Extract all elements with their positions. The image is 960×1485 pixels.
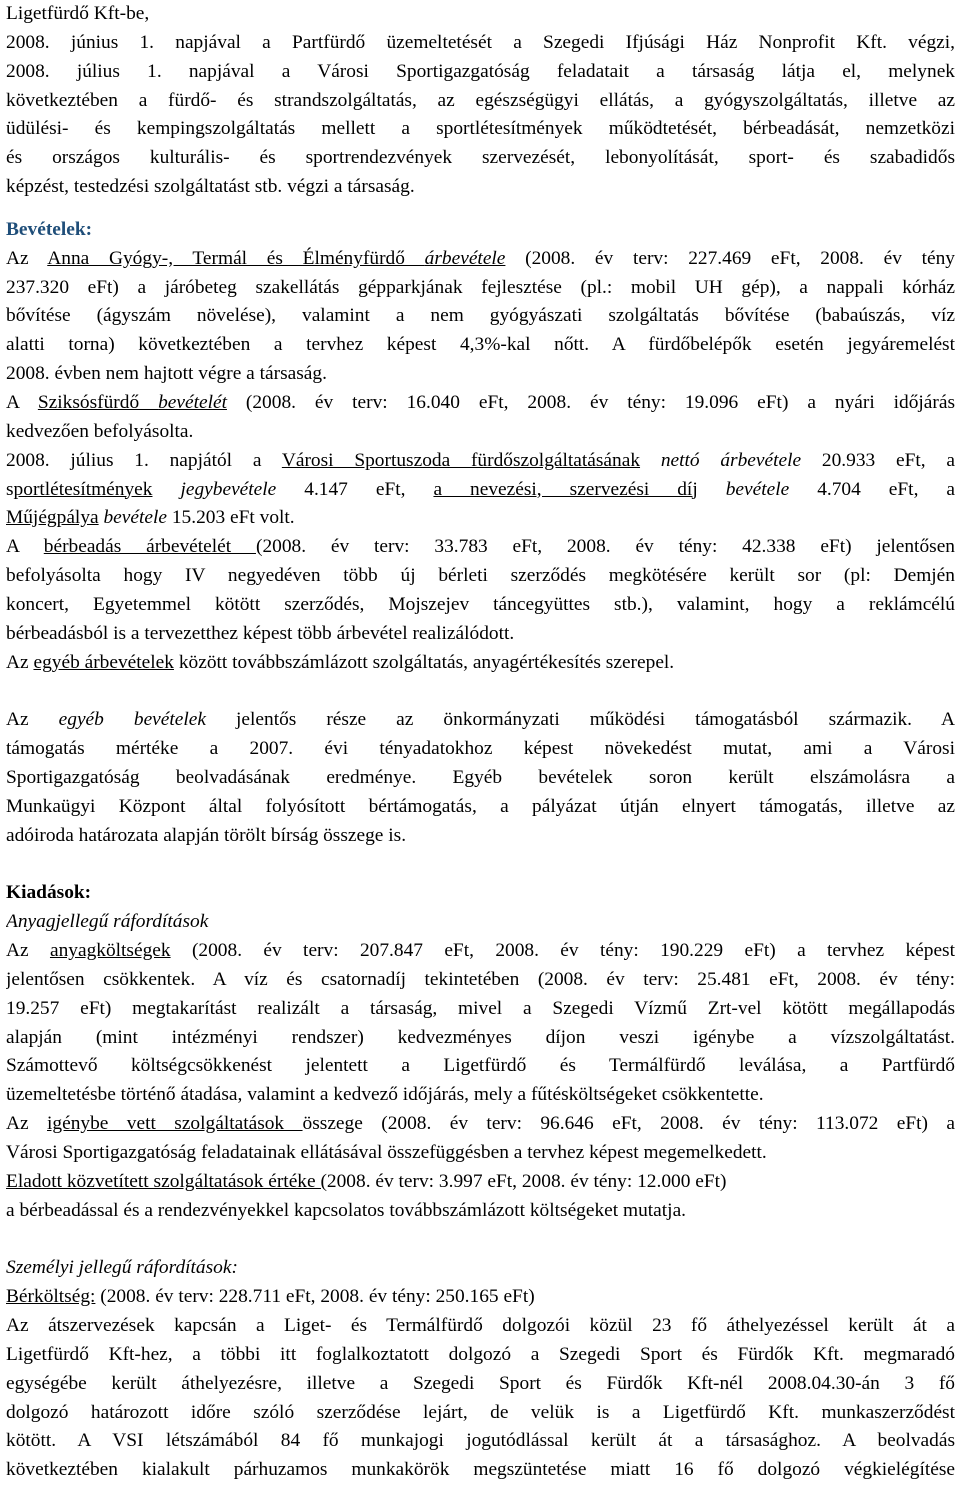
spacer	[6, 677, 955, 706]
section-heading-bevetelek: Bevételek:	[6, 218, 93, 240]
text-line: alatti torna) következtében a tervhez képest 4,3%-kal nőtt. A fürdőbelépők esetén jegyáremelést	[6, 334, 955, 356]
text-line: képzést, testedzési szolgáltatást stb. végzi a társaság.	[6, 176, 415, 198]
text-line: Az egyéb bevételek jelentős része az önkormányzati működési támogatásból származik. A	[6, 709, 955, 731]
text-line: és országos kulturális- és sportrendezvények szervezését, lebonyolítását, sport- és szabadidős	[6, 147, 955, 169]
text-line: támogatás mértéke a 2007. évi tényadatokhoz képest növekedést mutat, ami a Városi	[6, 738, 955, 760]
text-line: Az igénybe vett szolgáltatások összege (2008. év terv: 96.646 eFt, 2008. év tény: 113.072 eFt) a	[6, 1113, 955, 1135]
text-line: 2008. július 1. napjától a Városi Sportuszoda fürdőszolgáltatásának nettó árbevétele 20.933 eFt, a	[6, 449, 955, 471]
text-line: Ligetfürdő Kft-be,	[6, 3, 150, 24]
spacer	[6, 850, 955, 879]
text-line: kedvezően befolyásolta.	[6, 420, 194, 442]
text-line: Munkaügyi Központ által folyósított bértámogatás, a pályázat útján elnyert támogatás, illetve az	[6, 795, 955, 817]
text-line: Eladott közvetített szolgáltatások értéke (2008. év terv: 3.997 eFt, 2008. év tény: 12.000 eFt)	[6, 1170, 727, 1192]
text-line: Az anyagköltségek (2008. év terv: 207.847 eFt, 2008. év tény: 190.229 eFt) a tervhez képest	[6, 940, 955, 961]
text-line: egységébe került áthelyezésre, illetve a Szegedi Sport és Fürdők Kft-nél 2008.04.30-án 3 fő	[6, 1372, 955, 1394]
text-line: 19.257 eFt) megtakarítást realizált a társaság, mivel a Szegedi Vízmű Zrt-vel kötött megállapodás	[6, 997, 955, 1019]
section-heading-kiadasok: Kiadások:	[6, 882, 92, 904]
text-line: adóiroda határozata alapján törölt bírság összege is.	[6, 824, 407, 846]
text-line: Bérköltség: (2008. év terv: 228.711 eFt, 2008. év tény: 250.165 eFt)	[6, 1286, 535, 1308]
text-line: bérbeadásból is a tervezetthez képest több árbevétel realizálódott.	[6, 622, 515, 644]
text-line: 237.320 eFt) a járóbeteg szakellátás gépparkjának fejlesztése (pl.: mobil UH gép), a nappali kórház	[6, 276, 955, 298]
text-line: Az Anna Gyógy-, Termál és Élményfürdő árbevétele (2008. év terv: 227.469 eFt, 2008. év tény	[6, 247, 955, 269]
text-line: A bérbeadás árbevételét (2008. év terv: 33.783 eFt, 2008. év tény: 42.338 eFt) jelentősen	[6, 536, 955, 558]
text-line: sportlétesítmények jegybevétele 4.147 eFt, a nevezési, szervezési díj bevétele 4.704 eFt, a	[6, 478, 955, 500]
text-line: Az egyéb árbevételek között továbbszámlázott szolgáltatás, anyagértékesítés szerepel.	[6, 651, 675, 673]
text-line: jelentősen csökkentek. A víz és csatornadíj tekintetében (2008. év terv: 25.481 eFt, 2008. év tény:	[6, 968, 955, 990]
text-line: üzemeltetésbe történő átadása, valamint a kedvező időjárás, mely a fűtésköltségeket csökkentette.	[6, 1084, 764, 1106]
text-line: A Sziksósfürdő bevételét (2008. év terv: 16.040 eFt, 2008. év tény: 19.096 eFt) a nyári időjárás	[6, 391, 955, 413]
text-line: üdülési- és kempingszolgáltatás mellett a sportlétesítmények működtetését, bérbeadását, nemzetközi	[6, 118, 955, 140]
subheading-anyagjellegu: Anyagjellegű ráfordítások	[6, 911, 209, 933]
text-line: következtében kialakult párhuzamos munkakörök megszüntetése miatt 16 fő dolgozó végkielégítése	[6, 1459, 955, 1481]
text-line: dolgozó határozott időre szóló szerződése lejárt, de velük is a Ligetfürdő Kft. munkaszerződést	[6, 1401, 955, 1423]
text-line: alapján (mint intézményi rendszer) kedvezményes díjon veszi igénybe a vízszolgáltatást.	[6, 1026, 955, 1048]
subheading-szemelyi: Személyi jellegű ráfordítások:	[6, 1257, 238, 1279]
text-line: Városi Sportigazgatóság feladatainak ellátásával összefüggésben a tervhez képest megemelkedett.	[6, 1141, 767, 1163]
text-line: Sportigazgatóság beolvadásának eredménye. Egyéb bevételek soron került elszámolásra a	[6, 766, 955, 788]
text-line: Az átszervezések kapcsán a Liget- és Termálfürdő dolgozói közül 23 fő áthelyezéssel került át a	[6, 1314, 955, 1336]
text-line: bővítése (ágyszám növelése), valamint a nem gyógyászati szolgáltatás bővítése (babaúszás, víz	[6, 305, 955, 327]
text-line: kötött. A VSI létszámából 84 fő munkajogi jogutódlással került át a társasághoz. A beolvadás	[6, 1430, 955, 1452]
text-line: Műjégpálya bevétele 15.203 eFt volt.	[6, 507, 295, 529]
spacer	[6, 202, 955, 216]
text-line: a bérbeadással és a rendezvényekkel kapcsolatos továbbszámlázott költségeket mutatja.	[6, 1199, 687, 1221]
spacer	[6, 1225, 955, 1254]
text-line: Számottevő költségcsökkenést jelentett a Ligetfürdő és Termálfürdő leválása, a Partfürdő	[6, 1055, 955, 1077]
text-line: koncert, Egyetemmel kötött szerződés, Mojszejev táncegyüttes stb.), valamint, hogy a reklámcélú	[6, 593, 955, 615]
text-line: következtében a fürdő- és strandszolgáltatás, az egészségügyi ellátás, a gyógyszolgáltatás, illetve az	[6, 89, 955, 111]
text-line: Ligetfürdő Kft-hez, a többi itt foglalkoztatott dolgozó a Szegedi Sport és Fürdők Kft. megmaradó	[6, 1343, 955, 1365]
text-line: 2008. évben nem hajtott végre a társaság.	[6, 363, 327, 385]
text-line: befolyásolta hogy IV negyedéven több új bérleti szerződés megkötésére került sor (pl: Demjén	[6, 565, 955, 587]
text-line: 2008. június 1. napjával a Partfürdő üzemeltetését a Szegedi Ifjúsági Ház Nonprofit Kft. végzi,	[6, 31, 955, 53]
text-line: 2008. július 1. napjával a Városi Sportigazgatóság feladatait a társaság látja el, melynek	[6, 60, 955, 82]
